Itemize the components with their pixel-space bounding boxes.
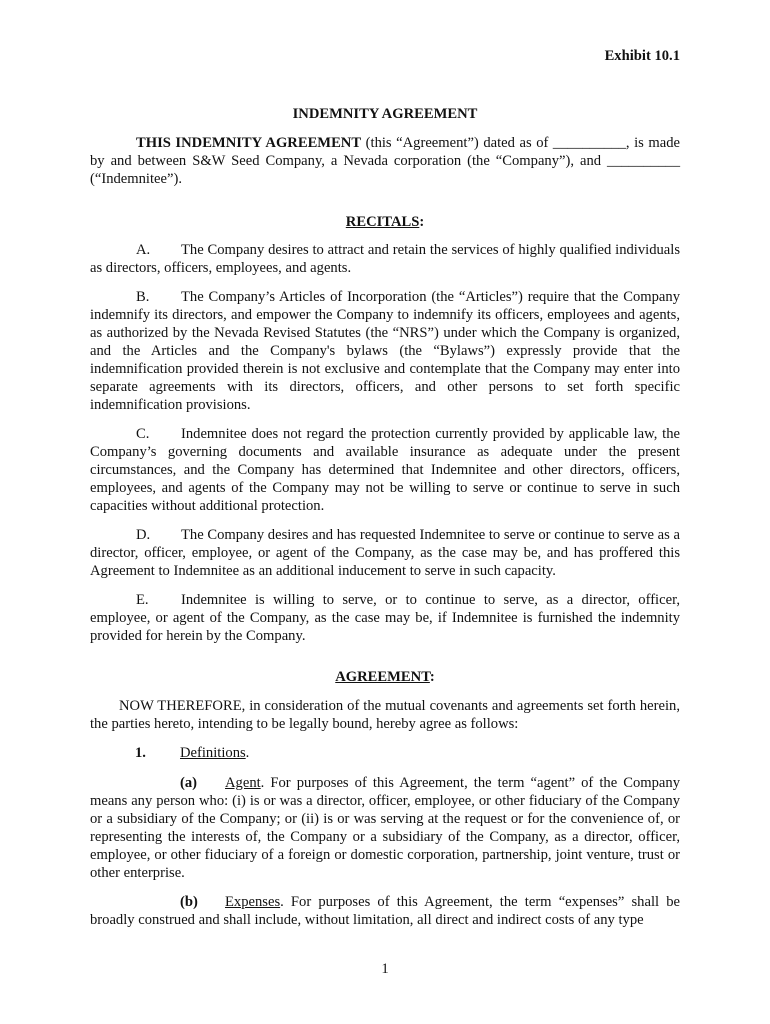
defined-term: Expenses: [225, 894, 281, 910]
intro-text: (this “Agreement”) dated as of __________, is made by and between S&W Seed Company, a Nevada corporation (the “Company”), and __________ (“Indemnitee”).: [90, 135, 680, 187]
agreement-heading-colon: :: [429, 669, 435, 685]
recitals-heading: [90, 213, 680, 231]
recital-b: [90, 288, 680, 414]
defined-term: Agent: [225, 775, 261, 791]
recital-letter: A.: [136, 242, 151, 258]
recital-a: [90, 241, 680, 277]
definition-text: . For purposes of this Agreement, the term “agent” of the Company means any person who: (i) is or was a director, officer, employee, or other fiduciary of the Company or a subsidiary of the Company; or (ii) is or was serving at the request or for the convenience of, or representing the interests of, the Company or a subsidiary of the Company, as a director, officer, employee, or other fiduciary of a foreign or domestic corporation, partnership, joint venture, trust or other enterprise.: [90, 775, 680, 881]
recital-text: The Company desires to attract and retain the services of highly qualified individuals as directors, officers, employees, and agents.: [90, 242, 680, 276]
recitals-heading-text: RECITALS: [345, 214, 420, 230]
recital-d: [90, 526, 680, 580]
recital-letter: D.: [136, 527, 151, 543]
recital-text: Indemnitee does not regard the protection currently provided by applicable law, the Company’s governing documents and available insurance as adequate under the present circumstances, and the Company has determined that Indemnitee and other directors, officers, employees, and agents of the Company may not be willing to serve or continue to serve in such capacities without additional protection.: [90, 426, 680, 514]
section-number: 1.: [135, 745, 146, 761]
intro-lead: THIS INDEMNITY AGREEMENT: [136, 135, 362, 151]
recital-text: Indemnitee is willing to serve, or to continue to serve, as a director, officer, employee, or agent of the Company, as the case may be, if Indemnitee is furnished the indemnity provided for herein by the Company.: [90, 592, 680, 644]
now-therefore-paragraph: NOW THEREFORE, in consideration of the mutual covenants and agreements set forth herein, the parties hereto, intending to be legally bound, hereby agree as follows:: [90, 698, 680, 732]
document-title: INDEMNITY AGREEMENT: [292, 106, 478, 122]
recital-letter: C.: [136, 426, 150, 442]
recitals-heading-colon: :: [419, 214, 425, 230]
page-number: 1: [381, 961, 389, 977]
subsection-label: (a): [180, 775, 198, 791]
definition-text: . For purposes of this Agreement, the term “expenses” shall be broadly construed and shall include, without limitation, all direct and indirect costs of any type: [90, 894, 680, 928]
recital-c: [90, 425, 680, 515]
section-title-period: .: [245, 745, 250, 761]
recital-text: The Company desires and has requested Indemnitee to serve or continue to serve as a director, officer, employee, or agent of the Company, as the case may be, and has proffered this Agreement to Indemnitee as an additional inducement to serve in such capacity.: [90, 527, 680, 579]
recital-letter: B.: [136, 289, 150, 305]
exhibit-label: Exhibit 10.1: [604, 48, 680, 64]
section-title: Definitions: [180, 745, 246, 761]
intro-paragraph: [90, 134, 680, 188]
agreement-heading-text: AGREEMENT: [335, 669, 430, 685]
recital-text: The Company’s Articles of Incorporation (the “Articles”) require that the Company indemnify its directors, and empower the Company to indemnify its officers, employees and agents, as authorized by the Nevada Revised Statutes (the “NRS”) under which the Company is organized, and the Articles and the Company's bylaws (the “Bylaws”) expressly provide that the indemnification provided therein is not exclusive and contemplate that the Company may enter into separate agreements with its directors, officers, and other persons to set forth specific indemnification provisions.: [90, 289, 680, 413]
document-page: [90, 0, 680, 1024]
subsection-label: (b): [180, 894, 198, 910]
agreement-heading: [90, 668, 680, 686]
recital-e: [90, 591, 680, 645]
recital-letter: E.: [136, 592, 149, 608]
section-1-heading: [90, 744, 680, 762]
definition-expenses: [90, 893, 680, 929]
definition-agent: [90, 774, 680, 882]
